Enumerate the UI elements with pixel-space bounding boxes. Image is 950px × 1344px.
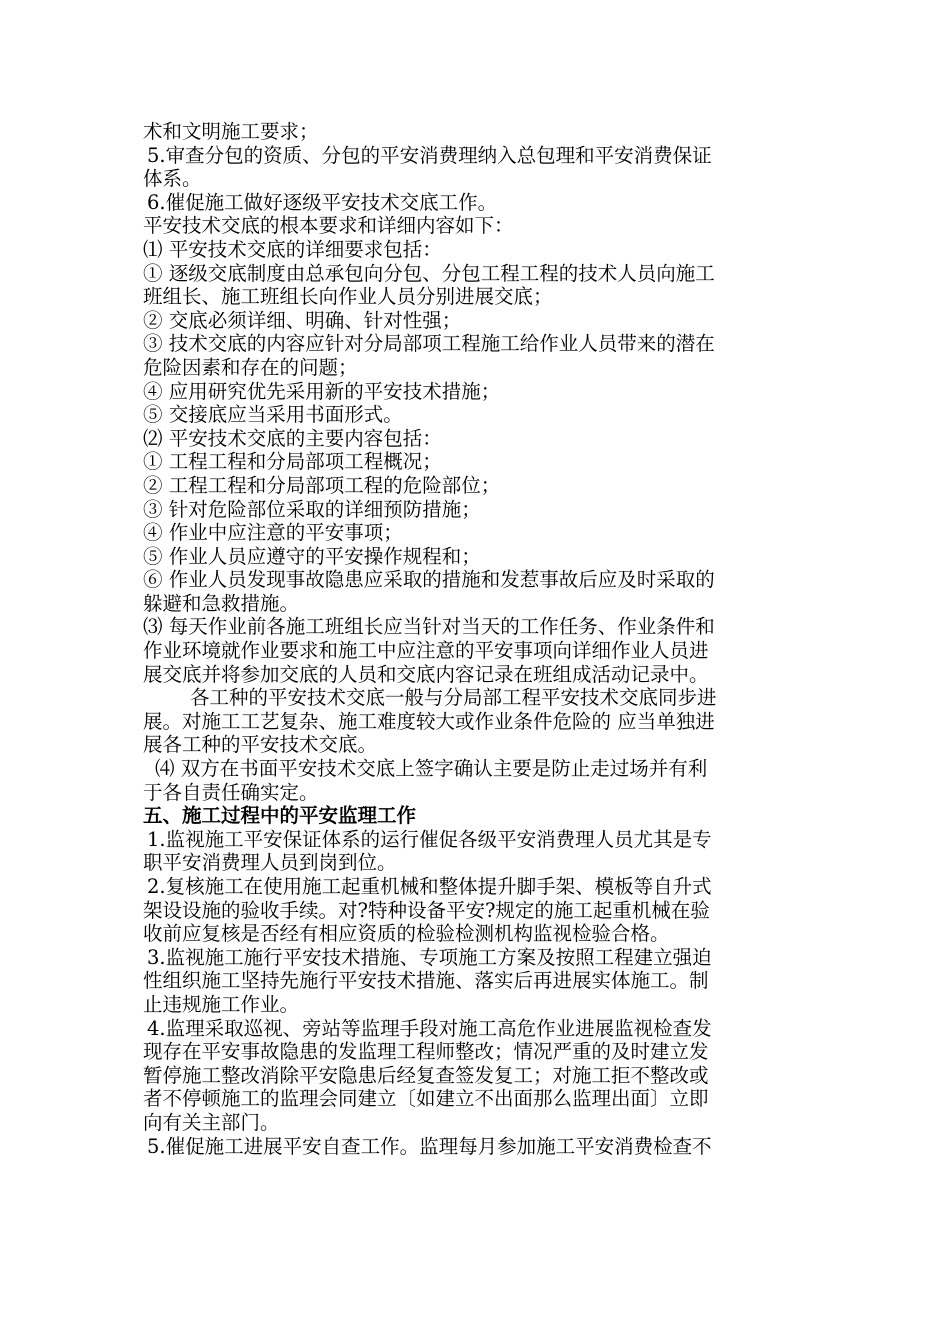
text-line: 3.监视施工施行平安技术措施、专项施工方案及按照工程建立强迫 xyxy=(147,945,712,969)
text-line: 向有关主部门。 xyxy=(143,1110,280,1134)
text-line: 危险因素和存在的问题； xyxy=(143,355,358,379)
text-line: 于各自责任确实定。 xyxy=(143,780,319,804)
text-line: 性组织施工坚持先施行平安技术措施、落实后再进展实体施工。制 xyxy=(143,969,709,993)
text-line: ③ 技术交底的内容应针对分局部项工程施工给作业人员带来的潜在 xyxy=(143,332,715,356)
text-line: 止违规施工作业。 xyxy=(143,992,300,1016)
text-line: 现存在平安事故隐患的发监理工程师整改；情况严重的及时建立发 xyxy=(143,1040,709,1064)
text-line: 者不停顿施工的监理会同建立〔如建立不出面那么监理出面〕立即 xyxy=(143,1087,709,1111)
text-line: 5.催促施工进展平安自查工作。监理每月参加施工平安消费检查不 xyxy=(147,1134,712,1158)
text-line: 6.催促施工做好逐级平安技术交底工作。 xyxy=(147,190,498,214)
text-line: ⑤ 作业人员应遵守的平安操作规程和； xyxy=(143,544,481,568)
text-line: 架设设施的验收手续。对?特种设备平安?规定的施工起重机械在验 xyxy=(143,898,710,922)
text-line: 术和文明施工要求； xyxy=(143,120,319,143)
text-line: ② 工程工程和分局部项工程的危险部位； xyxy=(143,473,501,497)
text-line: ④ 作业中应注意的平安事项； xyxy=(143,521,403,545)
text-line: 2.复核施工在使用施工起重机械和整体提升脚手架、模板等自升式 xyxy=(147,875,712,898)
text-line: 4.监理采取巡视、旁站等监理手段对施工高危作业进展监视检查发 xyxy=(147,1016,712,1040)
text-line: 作业环境就作业要求和施工中应注意的平安事项向详细作业人员进 xyxy=(143,639,709,663)
text-line: ⑤ 交接底应当采用书面形式。 xyxy=(143,403,403,427)
text-line: 职平安消费理人员到岗到位。 xyxy=(143,851,397,875)
text-line: ① 逐级交底制度由总承包向分包、分包工程工程的技术人员向施工 xyxy=(143,261,715,285)
text-line: 各工种的平安技术交底一般与分局部工程平安技术交底同步进 xyxy=(190,686,717,710)
text-line: ② 交底必须详细、明确、针对性强； xyxy=(143,308,462,332)
text-line: 平安技术交底的根本要求和详细内容如下： xyxy=(143,214,514,238)
text-line: 展各工种的平安技术交底。 xyxy=(143,733,378,757)
text-line: 班组长、施工班组长向作业人员分别进展交底； xyxy=(143,285,553,309)
text-line: 1.监视施工平安保证体系的运行催促各级平安消费理人员尤其是专 xyxy=(147,827,712,851)
text-line: ⑥ 作业人员发现事故隐患应采取的措施和发惹事故后应及时采取的 xyxy=(143,568,715,592)
document-page xyxy=(143,120,813,1158)
text-line: 暂停施工整改消除平安隐患后经复查签发复工；对施工拒不整改或 xyxy=(143,1063,709,1087)
text-line: 躲避和急救措施。 xyxy=(143,591,300,615)
text-line: 收前应复核是否经有相应资质的检验检测机构监视检验合格。 xyxy=(143,922,670,946)
text-line: 5.审查分包的资质、分包的平安消费理纳入总包理和平安消费保证 xyxy=(147,143,712,167)
text-line: 体系。 xyxy=(143,167,202,191)
text-line: ⑵ 平安技术交底的主要内容包括： xyxy=(143,426,442,450)
text-line: ① 工程工程和分局部项工程概况； xyxy=(143,450,442,474)
text-line: ⑷ 双方在书面平安技术交底上签字确认主要是防止走过场并有利 xyxy=(155,757,708,781)
text-line: ④ 应用研究优先采用新的平安技术措施； xyxy=(143,379,501,403)
section-heading: 五、施工过程中的平安监理工作 xyxy=(143,804,417,828)
text-line: ③ 针对危险部位采取的详细预防措施； xyxy=(143,497,481,521)
text-line: 展交底并将参加交底的人员和交底内容记录在班组成活动记录中。 xyxy=(143,662,709,686)
text-line: ⑶ 每天作业前各施工班组长应当针对当天的工作任务、作业条件和 xyxy=(143,615,715,639)
text-line: 展。对施工工艺复杂、施工难度较大或作业条件危险的 应当单独进 xyxy=(143,709,715,733)
text-line: ⑴ 平安技术交底的详细要求包括： xyxy=(143,237,442,261)
